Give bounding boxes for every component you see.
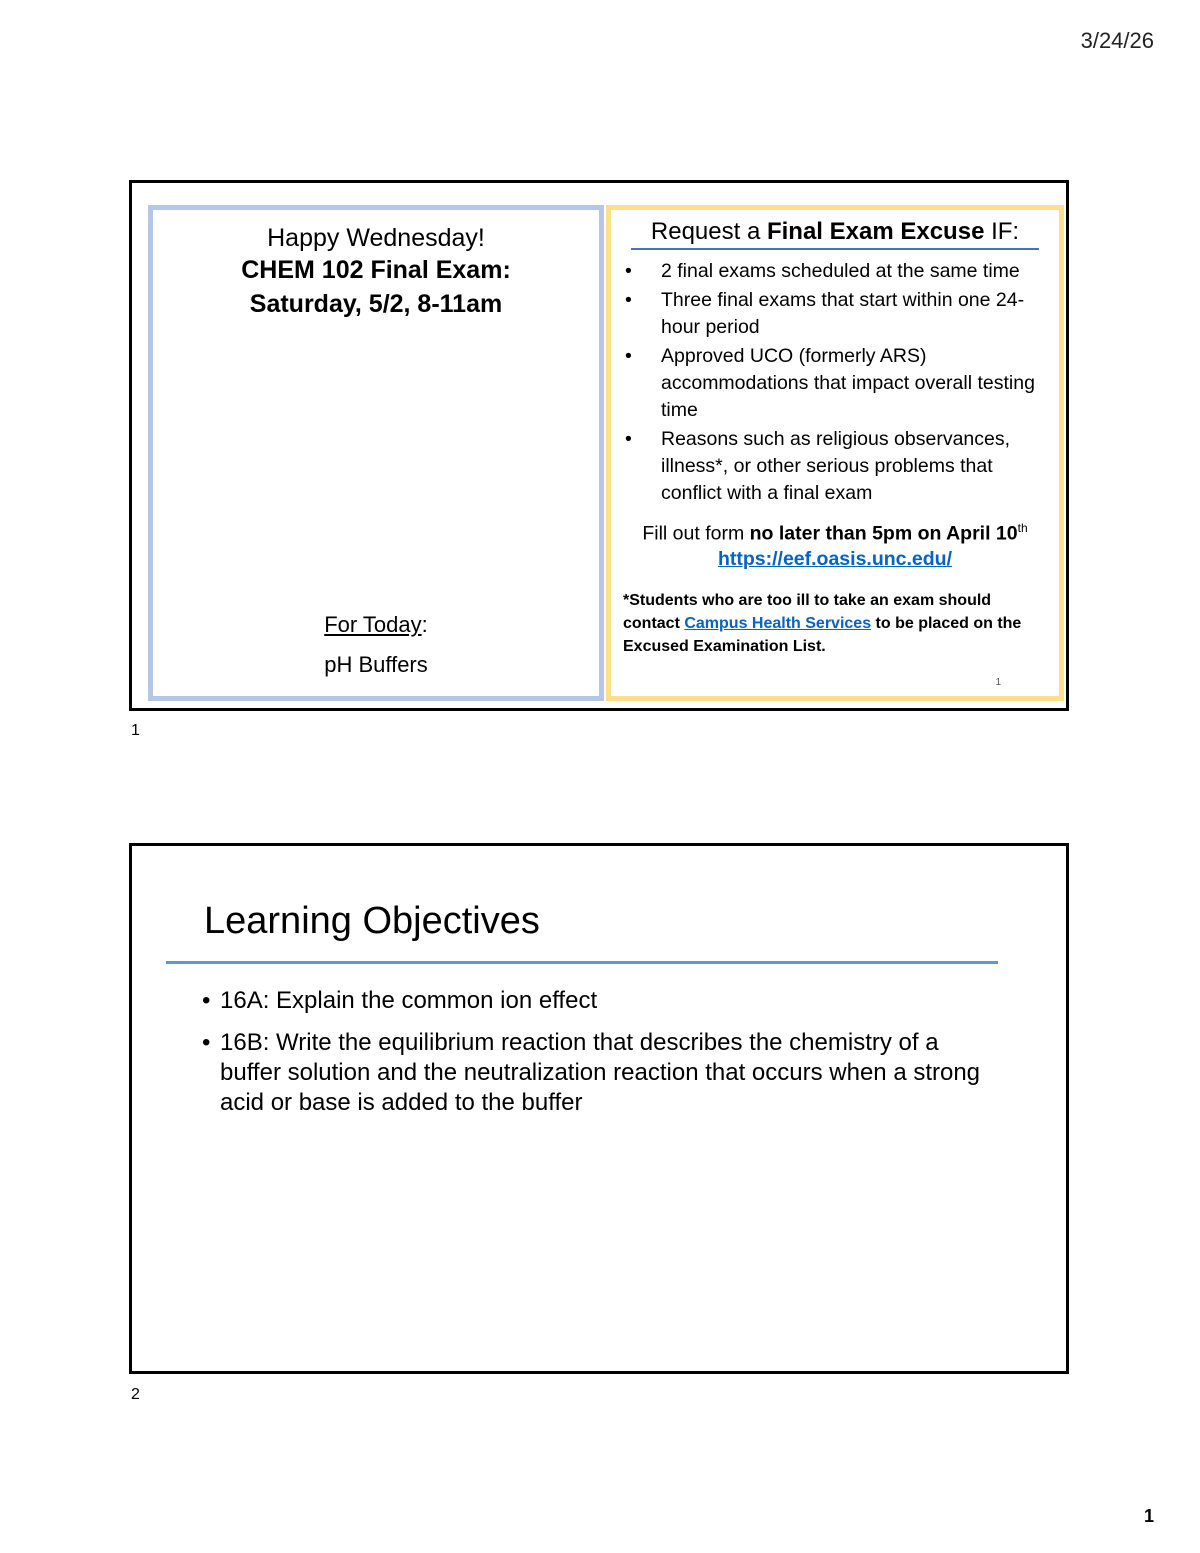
slide-1-number: 1 [131, 722, 140, 739]
page-number: 1 [1143, 1506, 1154, 1526]
list-item: • 16A: Explain the common ion effect [202, 986, 1002, 1016]
form-deadline-prefix: Fill out form [642, 522, 750, 545]
note-suffix: to be placed on the Excused Examination List. [623, 614, 1022, 655]
excuse-panel [606, 205, 1064, 701]
excuse-title-prefix: Request a [650, 218, 767, 245]
form-deadline-sup: th [1017, 521, 1028, 535]
slide-title: Learning Objectives [204, 900, 540, 942]
excuse-title-suffix: IF: [984, 218, 1020, 245]
excuse-title-bold: Final Exam Excuse [766, 218, 985, 245]
excuse-title [631, 218, 1039, 250]
for-today-label: For Today [324, 612, 422, 637]
slide-2 [129, 843, 1069, 1374]
exam-title: CHEM 102 Final Exam: [241, 256, 511, 284]
for-today-colon: : [421, 612, 428, 637]
slide-2-number: 2 [131, 1386, 140, 1403]
list-item: • Reasons such as religious observances, illness*, or other serious problems that conflict with a final exam [625, 426, 1051, 507]
inner-slide-number: 1 [995, 677, 1001, 688]
excuse-reasons-list [611, 258, 1059, 507]
form-deadline [611, 521, 1059, 546]
page-date: 3/24/26 [1080, 28, 1154, 53]
greeting: Happy Wednesday! [267, 224, 485, 252]
note-prefix: *Students who are too ill to take an exam should contact [623, 591, 992, 632]
for-today-block [153, 612, 599, 678]
illness-note [623, 589, 1045, 658]
campus-health-link[interactable]: Campus Health Services [684, 614, 872, 632]
list-item: • 16B: Write the equilibrium reaction that describes the chemistry of a buffer solution and the neutralization reaction that occurs when a strong acid or base is added to the buffer [202, 1028, 1002, 1118]
list-item: • Three final exams that start within one 24-hour period [625, 287, 1051, 341]
exam-time: Saturday, 5/2, 8-11am [249, 290, 503, 318]
list-item: • 2 final exams scheduled at the same time [625, 258, 1051, 285]
title-divider [166, 961, 998, 964]
today-topic: pH Buffers [324, 652, 428, 677]
slide-1 [129, 180, 1069, 711]
form-deadline-bold: no later than 5pm on April 10 [749, 522, 1018, 545]
list-item: • Approved UCO (formerly ARS) accommodations that impact overall testing time [625, 343, 1051, 424]
exam-info-panel [148, 205, 604, 701]
objectives-list [202, 986, 1002, 1130]
form-link[interactable]: https://eef.oasis.unc.edu/ [717, 547, 953, 570]
